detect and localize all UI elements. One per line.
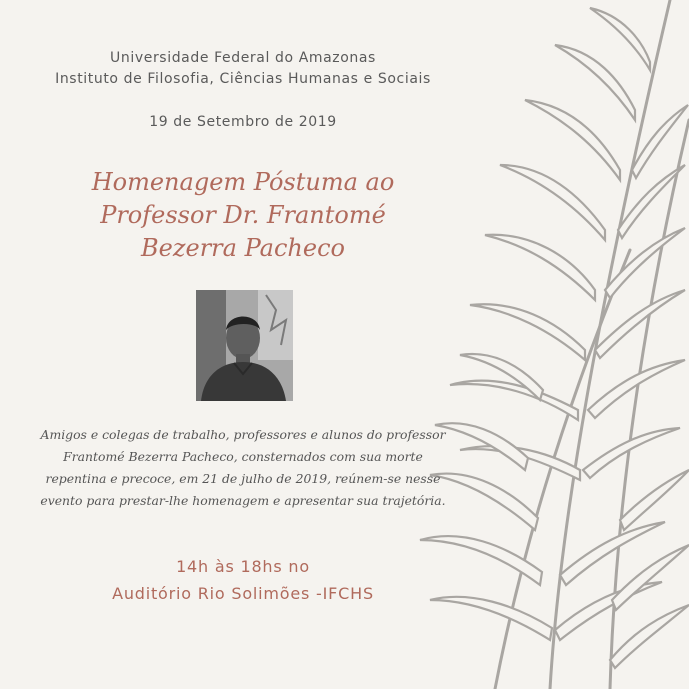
page-title: Homenagem Póstuma ao Professor Dr. Frantomé Bezerra Pacheco — [91, 168, 395, 262]
event-venue: Auditório Rio Solimões -IFCHS — [112, 584, 374, 603]
portrait-photo — [196, 290, 293, 401]
event-date: 19 de Setembro de 2019 — [149, 114, 337, 130]
event-time: 14h às 18hs no — [176, 557, 310, 576]
university-name: Universidade Federal do Amazonas — [110, 50, 376, 66]
institute-name: Instituto de Filosofia, Ciências Humanas e Sociais — [55, 71, 431, 87]
tribute-message: Amigos e colegas de trabalho, professores e alunos do professor Frantomé Bezerra Pacheco, consternados com sua morte repentina e precoce, em 21 de julho de 2019, reúnem-se nesse evento para prestar-lhe homenagem e apresentar sua trajetória. — [40, 427, 446, 508]
